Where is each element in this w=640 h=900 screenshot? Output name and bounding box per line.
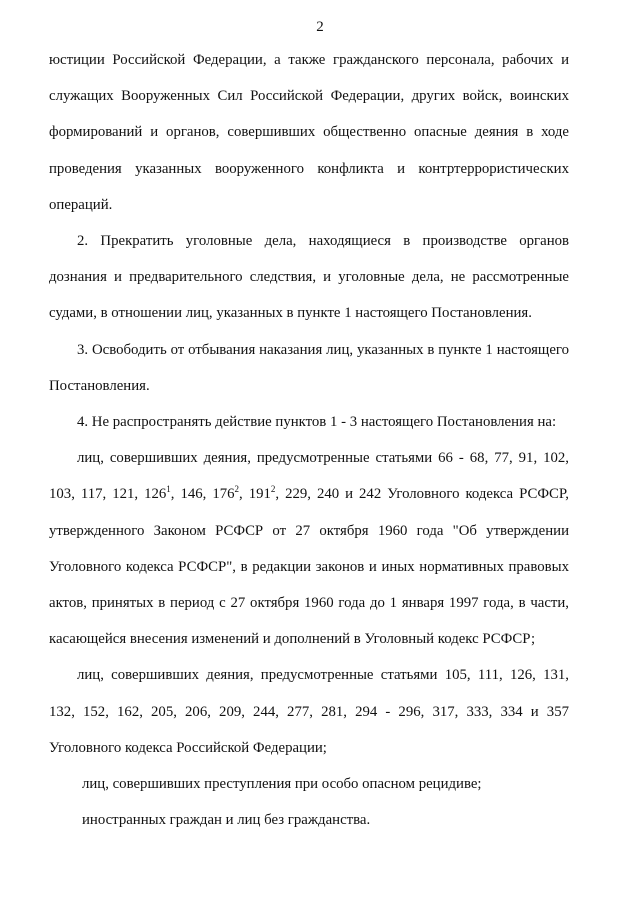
document-body: [49, 42, 569, 838]
paragraph-continuation: юстиции Российской Федерации, а также гражданского персонала, рабочих и служащих Вооруженных Сил Российской Федерации, других войск, воинских формирований и органов, совершивших общественно опасные деяния в ходе проведения указанных вооруженного конфликта и контртеррористических операций.: [49, 52, 569, 213]
paragraph-exclusion-foreigners: иностранных граждан и лиц без гражданства.: [82, 812, 371, 829]
paragraph-text: , 229, 240 и 242 Уголовного кодекса РСФСР, утвержденного Законом РСФСР от 27 октября 1960 года "Об утверждении Уголовного кодекса РСФСР", в редакции законов и иных нормативных правовых актов, принятых в период с 27 октября 1960 года до 1 января 1997 года, в части, касающейся внесения изменений и дополнений в Уголовный кодекс РСФСР;: [49, 486, 569, 648]
paragraph-text: , 146, 176: [170, 486, 235, 503]
paragraph-exclusion-rf: лиц, совершивших деяния, предусмотренные статьями 105, 111, 126, 131, 132, 152, 162, 205, 206, 209, 244, 277, 281, 294 - 296, 317, 333, 334 и 357 Уголовного кодекса Российской Федерации;: [49, 667, 569, 756]
superscript: 2: [270, 484, 276, 495]
superscript: 2: [234, 484, 240, 495]
paragraph-exclusion-recidive: лиц, совершивших преступления при особо опасном рецидиве;: [82, 776, 482, 793]
paragraph-exclusion-rsfsr: [49, 440, 569, 657]
page-number: 2: [316, 19, 324, 35]
paragraph-text: лиц, совершивших деяния, предусмотренные статьями 66 - 68, 77, 91, 102, 103, 117, 121, 126: [49, 450, 569, 503]
paragraph-text: , 191: [239, 486, 271, 503]
paragraph-item-3: 3. Освободить от отбывания наказания лиц, указанных в пункте 1 настоящего Постановления.: [49, 341, 569, 394]
superscript: 1: [166, 484, 171, 495]
paragraph-item-4: 4. Не распространять действие пунктов 1 - 3 настоящего Постановления на:: [77, 414, 557, 431]
paragraph-item-2: 2. Прекратить уголовные дела, находящиеся в производстве органов дознания и предварительного следствия, и уголовные дела, не рассмотренные судами, в отношении лиц, указанных в пункте 1 настоящего Постановления.: [49, 233, 569, 322]
